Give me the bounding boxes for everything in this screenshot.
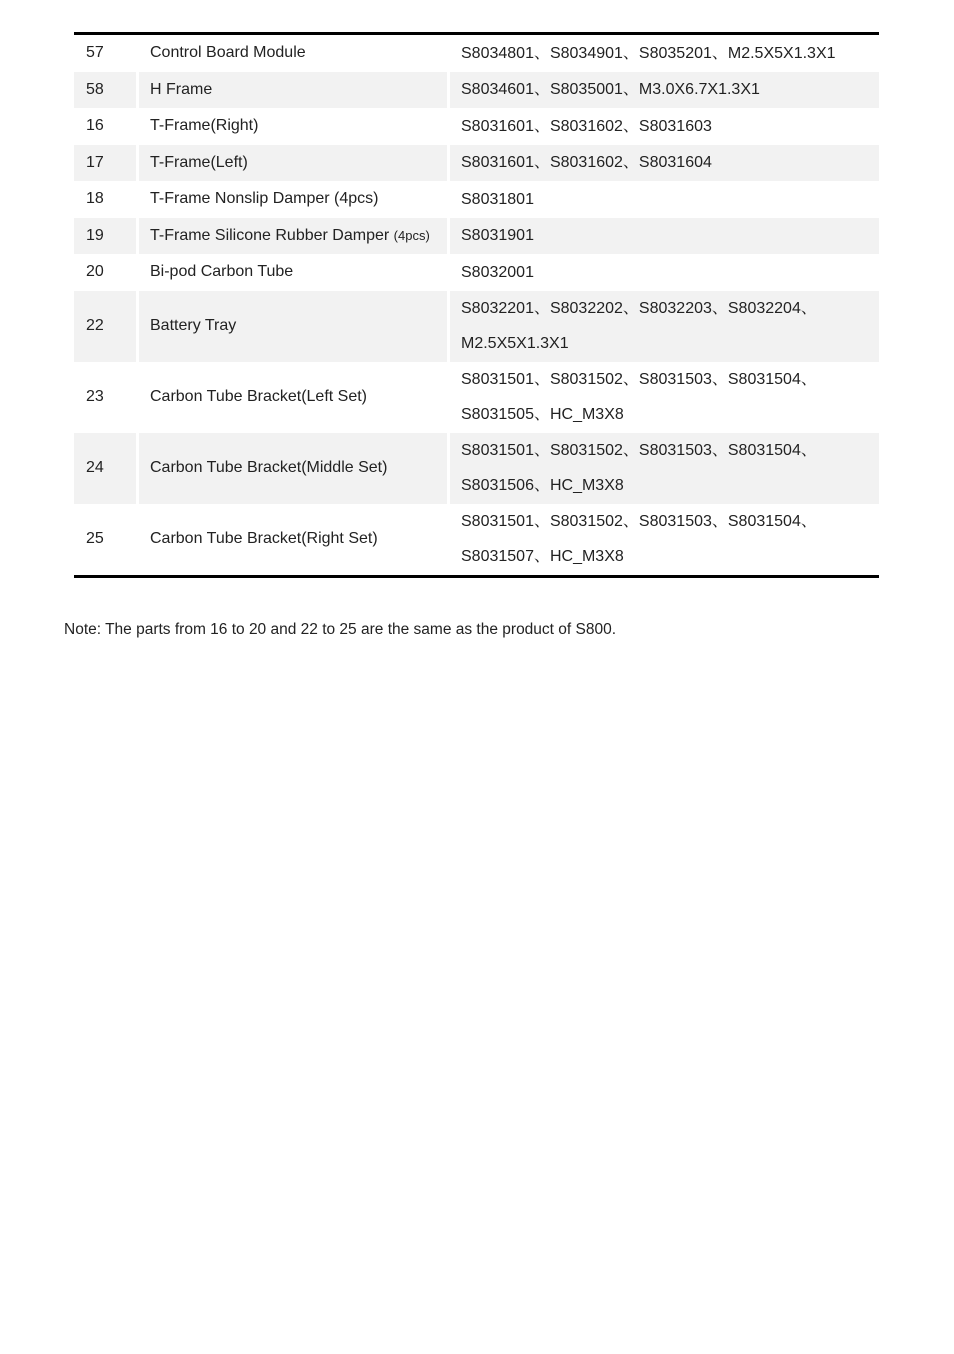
part-name: T-Frame(Right) xyxy=(136,108,447,145)
part-name: Carbon Tube Bracket(Right Set) xyxy=(136,504,447,575)
part-name: H Frame xyxy=(136,72,447,109)
part-name: Carbon Tube Bracket(Left Set) xyxy=(136,362,447,433)
table-row xyxy=(74,35,879,72)
part-name: Carbon Tube Bracket(Middle Set) xyxy=(136,433,447,504)
part-name-suffix: (4pcs) xyxy=(393,227,430,243)
part-codes xyxy=(447,433,879,504)
part-code-line: S8034801、S8034901、S8035201、M2.5X5X1.3X1 xyxy=(461,44,836,62)
part-code-line: S8031601、S8031602、S8031603 xyxy=(461,117,712,135)
part-number: 58 xyxy=(74,72,136,109)
part-code-line: S8031506、HC_M3X8 xyxy=(461,477,624,494)
part-code-line: S8031507、HC_M3X8 xyxy=(461,548,624,565)
part-code-line: S8034601、S8035001、M3.0X6.7X1.3X1 xyxy=(461,81,760,98)
part-number: 23 xyxy=(86,388,104,405)
part-codes xyxy=(447,254,879,291)
part-codes xyxy=(447,362,879,433)
table-row xyxy=(74,218,879,255)
part-code-line: S8031901 xyxy=(461,227,534,244)
table-row xyxy=(74,108,879,145)
part-codes xyxy=(447,291,879,362)
table-row xyxy=(74,362,879,433)
part-number: 18 xyxy=(86,190,104,208)
part-number: 57 xyxy=(86,44,104,62)
part-code-line: S8032001 xyxy=(461,263,534,281)
part-number: 20 xyxy=(86,263,104,281)
part-name: Control Board Module xyxy=(136,35,447,72)
part-number: 22 xyxy=(74,291,136,362)
part-codes xyxy=(447,108,879,145)
part-code-line: S8032201、S8032202、S8032203、S8032204、 xyxy=(461,299,817,317)
part-codes xyxy=(447,181,879,218)
table-row xyxy=(74,181,879,218)
part-name: T-Frame(Left) xyxy=(136,145,447,182)
part-name: T-Frame Nonslip Damper (4pcs) xyxy=(136,181,447,218)
part-codes xyxy=(447,218,879,255)
part-code-line: S8031801 xyxy=(461,190,534,208)
part-number: 17 xyxy=(74,145,136,182)
part-number: 19 xyxy=(74,218,136,255)
parts-table xyxy=(74,32,879,578)
part-code-line: S8031501、S8031502、S8031503、S8031504、 xyxy=(461,370,817,388)
table-row xyxy=(74,433,879,504)
table-row xyxy=(74,291,879,362)
part-code-line: S8031601、S8031602、S8031604 xyxy=(461,154,712,171)
part-code-line: S8031505、HC_M3X8 xyxy=(461,406,624,423)
part-codes xyxy=(447,35,879,72)
part-code-line: S8031501、S8031502、S8031503、S8031504、 xyxy=(461,512,817,530)
part-number: 16 xyxy=(86,117,104,135)
part-code-line: S8031501、S8031502、S8031503、S8031504、 xyxy=(461,441,817,459)
table-row xyxy=(74,72,879,109)
part-number: 24 xyxy=(74,433,136,504)
part-name: Battery Tray xyxy=(136,291,447,362)
part-codes xyxy=(447,72,879,109)
table-row xyxy=(74,254,879,291)
part-name: Bi-pod Carbon Tube xyxy=(136,254,447,291)
part-codes xyxy=(447,504,879,575)
part-name xyxy=(136,218,447,255)
footnote: Note: The parts from 16 to 20 and 22 to 25 are the same as the product of S800. xyxy=(64,621,617,638)
part-name-text: T-Frame Silicone Rubber Damper xyxy=(150,226,390,244)
part-number: 25 xyxy=(86,530,104,547)
table-row xyxy=(74,504,879,575)
part-codes xyxy=(447,145,879,182)
part-code-line: M2.5X5X1.3X1 xyxy=(461,335,569,352)
table-row xyxy=(74,145,879,182)
